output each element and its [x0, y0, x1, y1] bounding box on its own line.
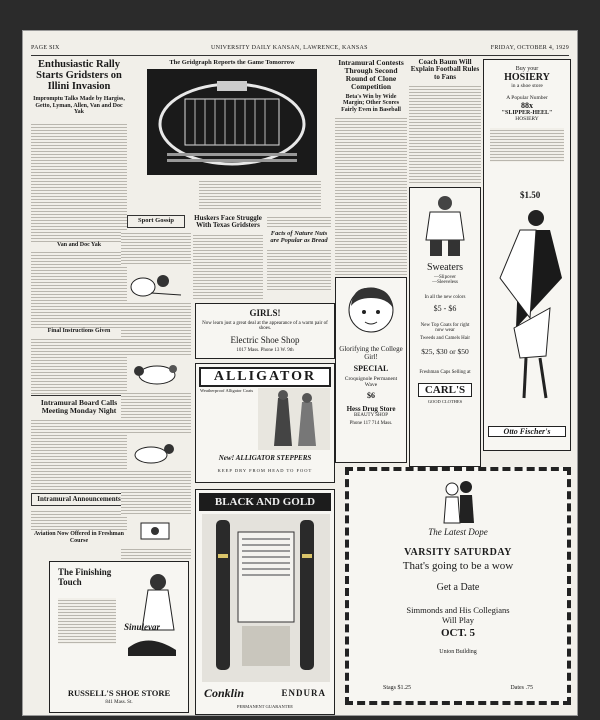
hosiery-title: HOSIERY — [504, 72, 550, 83]
headline-rally: Enthusiastic Rally Starts Gridsters on Illini Invasion — [36, 59, 122, 93]
article-text — [121, 301, 191, 357]
fountain-pen-illustration — [202, 514, 330, 682]
finishing-touch-ad — [49, 561, 189, 713]
cartoon-image — [121, 435, 191, 467]
alligator-illustration — [258, 388, 330, 450]
conklin-logo: Conklin — [204, 686, 245, 700]
subhead-van: Van and Doc Yak — [56, 241, 102, 248]
finishing-ad-title: The Finishing Touch — [58, 567, 112, 587]
russells-store-name: RUSSELL'S SHOE STORE — [67, 688, 171, 698]
hess-ad — [335, 277, 407, 463]
shoe-illustration — [118, 570, 184, 662]
hosiery-ad — [483, 59, 571, 451]
gridgraph-photo — [147, 69, 317, 175]
gridgraph-feature — [143, 59, 321, 211]
article-text — [31, 509, 127, 531]
hosiery-label: HOSIERY — [515, 116, 539, 122]
hess-ad-sub: BEAUTY SHOP — [353, 413, 389, 419]
woman-fashion-illustration — [490, 208, 566, 404]
subhead-aviation: Aviation Now Offered in Freshman Course — [34, 531, 124, 544]
article-text — [31, 418, 127, 491]
alligator-ad — [195, 363, 335, 483]
column-2 — [121, 215, 191, 561]
hosiery-shoe-store: in a shoe store — [511, 83, 543, 89]
article-text — [121, 231, 191, 265]
girls-ad-title: GIRLS! — [249, 308, 281, 318]
sweaters-sub1: —Slipover — [434, 275, 456, 280]
article-text — [121, 547, 191, 561]
freshman-caps: Freshman Caps Selling at — [419, 370, 471, 375]
hess-ad-headline: Glorifying the College Girl! — [339, 345, 403, 361]
finishing-ad-text — [58, 598, 116, 644]
column-3 — [193, 215, 263, 301]
article-text — [121, 469, 191, 515]
carls-logo: CARL'S — [418, 383, 472, 397]
gridgraph-text — [199, 179, 321, 209]
varsity-saturday: VARSITY SATURDAY — [404, 547, 512, 558]
latest-dope-ad — [345, 467, 571, 705]
hosiery-number: 88x — [521, 101, 533, 110]
article-text — [31, 250, 127, 328]
issue-date: FRIDAY, OCTOBER 4, 1929 — [490, 45, 569, 51]
hess-ad-special: SPECIAL — [353, 364, 389, 374]
girls-ad — [195, 303, 335, 359]
black-gold-title: BLACK AND GOLD — [199, 493, 331, 511]
column-4 — [267, 215, 331, 301]
article-text — [193, 233, 263, 299]
sweaters-sub2: —Sleeveless — [432, 280, 458, 285]
page-number: PAGE SIX — [31, 45, 60, 51]
going-to-be-wow: That's going to be a wow — [402, 560, 514, 572]
column-5 — [335, 59, 407, 275]
alligator-ad-footer: KEEP DRY FROM HEAD TO FOOT — [217, 468, 313, 473]
hosiery-buy: Buy your — [515, 66, 539, 72]
subhead-final: Final Instructions Given — [47, 328, 111, 335]
cartoon-image — [121, 515, 191, 545]
black-gold-ad — [195, 489, 335, 715]
hess-ad-store: Hess Drug Store — [346, 405, 396, 414]
alligator-ad-side-text: Weatherproof Alligator Coats — [200, 388, 254, 393]
header-rule — [31, 55, 569, 56]
hosiery-popular: A Popular Number — [506, 95, 548, 101]
hess-ad-price: $6 — [367, 391, 375, 401]
hess-ad-phone: Phone 117 714 Mass. — [349, 421, 393, 427]
article-text — [121, 391, 191, 435]
latest-dope-title: The Latest Dope — [428, 527, 488, 537]
black-gold-footer: PERMANENT GUARANTEE — [236, 704, 294, 709]
girls-ad-text: Now learn just a great deal at the appearance of a warm pair of shoes. — [202, 321, 328, 331]
article-text — [31, 122, 127, 242]
sweaters-title: Sweaters — [426, 262, 464, 273]
hosiery-text — [490, 128, 564, 162]
page-header — [31, 45, 569, 55]
girls-ad-shop: Electric Shoe Shop — [230, 335, 300, 345]
headline-huskers: Huskers Face Struggle With Texas Gridsters — [194, 215, 262, 230]
otto-fischer-logo: Otto Fischer's — [488, 426, 566, 437]
headline-sport-gossip: Sport Gossip — [127, 215, 185, 228]
sweaters-colors: In all the new colors — [424, 295, 466, 300]
get-a-date: Get a Date — [436, 582, 480, 593]
gridgraph-board-image — [147, 69, 317, 175]
hosiery-price: $1.50 — [520, 190, 541, 200]
headline-coach-baum: Coach Baum Will Explain Football Rules to Fans — [410, 59, 480, 81]
simmonds-collegians: Simmonds and His Collegians — [406, 605, 510, 615]
hess-ad-wave: Croquignole Permanent Wave — [344, 376, 398, 389]
girls-ad-address: 1017 Mass. Phone 13 W. 9th — [236, 348, 294, 353]
headline-nuts: Facts of Nature Nuts are Popular as Bread — [270, 230, 328, 244]
will-play: Will Play — [441, 615, 474, 625]
dancing-couple-illustration — [438, 479, 478, 525]
alligator-ad-title: ALLIGATOR — [199, 367, 331, 387]
cartoon-image — [121, 357, 191, 389]
carls-logo-sub: GOOD CLOTHES — [427, 399, 463, 404]
headline-intramural-board: Intramural Board Calls Meeting Monday Night — [31, 395, 127, 415]
union-building: Union Building — [439, 649, 477, 655]
article-text — [409, 84, 481, 184]
sweaters-ad — [409, 187, 481, 467]
topcoats-fabric: Tweeds and Camels Hair — [419, 336, 471, 341]
sweaters-price: $5 - $6 — [433, 304, 457, 313]
woman-portrait-illustration — [343, 284, 399, 342]
event-date: OCT. 5 — [440, 627, 476, 639]
headline-intramural-contests: Intramural Contests Through Second Round of Clone Competition — [338, 59, 404, 91]
dates-price: Dates .75 — [510, 685, 533, 691]
topcoats-price: $25, $30 or $50 — [421, 347, 469, 356]
cartoon-image — [121, 267, 191, 299]
finishing-ad-logo: Sinulevar — [124, 622, 161, 632]
alligator-ad-new: New! ALLIGATOR STEPPERS — [218, 454, 312, 462]
sweater-man-illustration — [420, 194, 470, 256]
article-text — [335, 116, 407, 275]
masthead-title: UNIVERSITY DAILY KANSAN, LAWRENCE, KANSAS — [211, 45, 368, 51]
article-text — [267, 248, 331, 290]
headline-announcements: Intramural Announcements — [31, 493, 127, 506]
subhead-rally: Impromptu Talks Made by Hargiss, Getto, Lyman, Allen, Van and Doc Yak — [33, 96, 125, 116]
article-text — [31, 337, 127, 395]
russells-address: 841 Mass. St. — [105, 700, 133, 705]
column-6 — [409, 59, 481, 185]
newspaper-page — [22, 30, 578, 716]
column-1 — [31, 59, 127, 491]
endura-logo: ENDURA — [281, 688, 326, 698]
stags-price: Stags $1.25 — [383, 685, 412, 691]
subhead-betas: Beta's Win by Wide Margin; Other Scores Fairly Even in Baseball — [341, 93, 401, 113]
topcoats-text: New Top Coats for right now wear — [420, 323, 470, 333]
gridgraph-caption: The Gridgraph Reports the Game Tomorrow — [169, 59, 295, 66]
hosiery-slipper: "SLIPPER-HEEL" — [501, 110, 553, 116]
column-1-lower — [31, 493, 127, 553]
article-text — [267, 215, 331, 227]
